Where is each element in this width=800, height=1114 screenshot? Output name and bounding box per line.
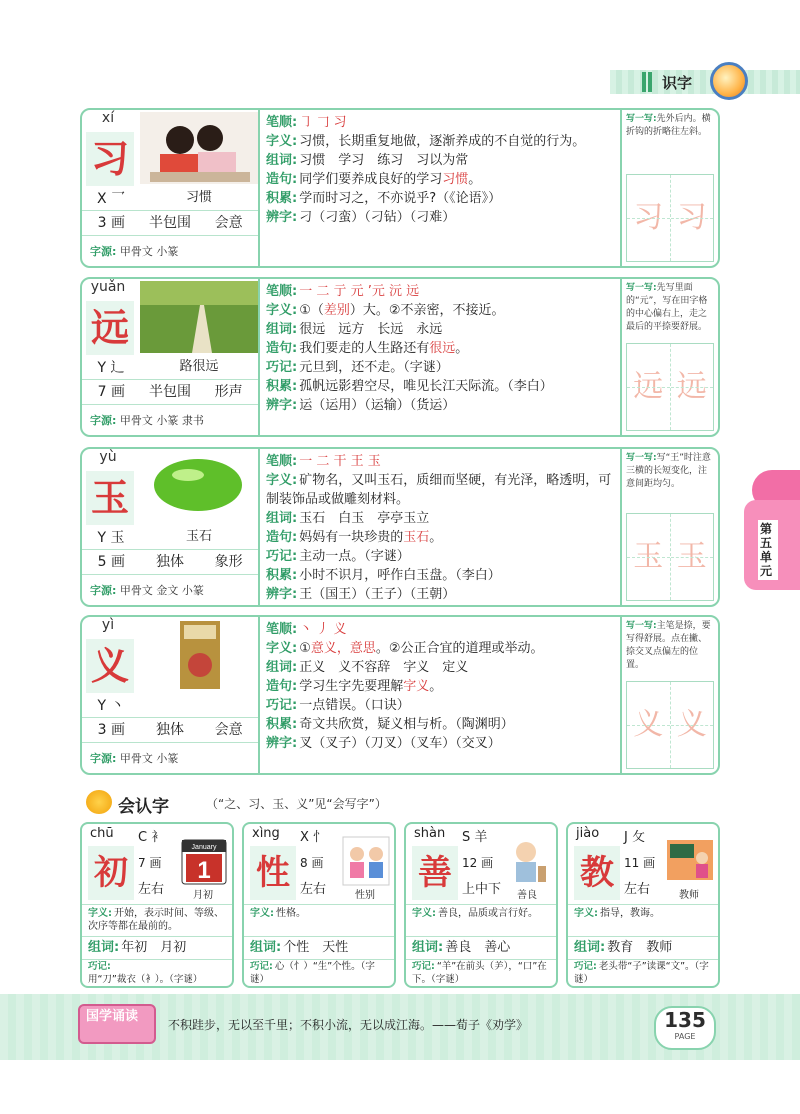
sentence-text: 妈妈有一块珍贵的 <box>299 530 404 545</box>
sentence-text: 同学们要养成良好的学习 <box>299 172 443 187</box>
sentence <box>266 339 618 358</box>
memory-trick <box>406 959 556 987</box>
distinguish <box>266 734 618 753</box>
stroke-count: 11 画 <box>624 856 656 870</box>
char-origin <box>82 407 258 435</box>
recognize-card <box>404 822 558 988</box>
classics-badge <box>78 1004 156 1044</box>
picture-caption: 善良 <box>517 890 537 901</box>
trick-text: 心（忄）“生”个性。（字谜） <box>250 961 375 985</box>
pinyin: shàn <box>414 826 446 841</box>
meaning <box>266 639 618 658</box>
label: 字义: <box>266 473 298 488</box>
char-origin <box>82 238 258 266</box>
unit-tab <box>744 470 800 594</box>
structure: 独体 <box>156 554 184 570</box>
grid-cell: 义 <box>671 682 714 768</box>
grid-cell: 习 <box>627 175 671 261</box>
meaning <box>266 471 618 509</box>
label: 笔顺: <box>266 622 298 637</box>
stroke-order <box>266 620 618 639</box>
memory-trick <box>266 696 618 715</box>
label: 辨字: <box>266 398 298 413</box>
memory-trick <box>266 547 618 566</box>
meaning-text: 善良，品质或言行好。 <box>438 908 538 919</box>
radical-index <box>138 826 164 845</box>
radical-index <box>86 357 136 377</box>
words <box>266 151 618 170</box>
header-bar <box>610 70 800 94</box>
stroke-order-text: ㇆ 𠃌 习 <box>299 115 347 130</box>
label: 辨字: <box>266 210 298 225</box>
char-entry <box>80 108 720 268</box>
recognize-card <box>242 822 396 988</box>
radical: 玉 <box>110 530 125 546</box>
sentence-end: 。 <box>455 341 469 356</box>
stroke-order <box>266 282 618 301</box>
pinyin: yù <box>99 449 117 465</box>
memory-trick <box>266 358 618 377</box>
label: 造句: <box>266 172 298 187</box>
radical-letter: X <box>300 830 309 845</box>
words <box>244 936 394 960</box>
main-char: 性 <box>250 846 296 900</box>
meaning-text: 指导，教诲。 <box>600 908 660 919</box>
practice-grid <box>626 681 714 769</box>
entry-details <box>262 279 622 435</box>
magnifier-mascot-icon <box>710 62 748 100</box>
label: 组词: <box>266 153 298 168</box>
picture-caption: 路很远 <box>179 359 219 374</box>
boy-girl-icon <box>342 836 390 886</box>
practice-grid <box>626 343 714 431</box>
label: 巧记: <box>412 961 435 972</box>
main-char: 初 <box>88 846 134 900</box>
words-text: 玉石 白玉 亭亭玉立 <box>299 511 430 526</box>
structure: 左右 <box>138 882 165 897</box>
label: 写一写: <box>626 283 657 293</box>
meaning <box>568 904 718 936</box>
label: 积累: <box>266 191 298 206</box>
trick-text: 一点错误。（口诀） <box>299 698 410 713</box>
kind-child-icon <box>504 836 552 886</box>
bee-mascot-icon <box>86 790 112 814</box>
entry-info <box>82 110 260 266</box>
label: 巧记: <box>574 961 597 972</box>
photo-jade-stone <box>140 451 258 523</box>
distinguish <box>266 396 618 415</box>
radical-index <box>624 826 645 845</box>
label: 组词: <box>574 940 606 955</box>
radical-index <box>300 826 326 845</box>
writing-practice <box>620 279 718 435</box>
origin-scripts: 甲骨文 金文 小篆 <box>119 584 204 597</box>
origin-label: 字源: <box>90 752 117 765</box>
label: 巧记: <box>266 549 298 564</box>
label: 积累: <box>266 717 298 732</box>
radical: 忄 <box>313 830 327 845</box>
main-char: 玉 <box>86 471 134 525</box>
entry-details <box>262 617 622 773</box>
stroke-order <box>266 452 618 471</box>
words <box>266 320 618 339</box>
meaning <box>244 904 394 936</box>
entry-info <box>82 279 260 435</box>
label: 巧记: <box>250 961 273 972</box>
writing-practice <box>620 617 718 773</box>
entry-info <box>82 449 260 605</box>
origin-scripts: 甲骨文 小篆 <box>119 752 179 765</box>
words-text: 很远 远方 长远 永远 <box>299 322 443 337</box>
practice-grid <box>626 513 714 601</box>
recognize-section-header <box>86 788 586 818</box>
radical-index <box>86 695 136 715</box>
structure: 左右 <box>300 882 327 897</box>
pinyin: chū <box>90 826 114 841</box>
distinguish <box>266 208 618 227</box>
label: 积累: <box>266 568 298 583</box>
sentence-highlight: 很远 <box>429 341 456 356</box>
hint-text: 先写里面的“元”，写在田字格的中心偏右上，走之最后的平捺要舒展。 <box>626 283 708 332</box>
writing-practice <box>620 449 718 605</box>
accum-text: 奇文共欣赏，疑义相与析。（陶渊明） <box>299 717 514 732</box>
sentence-highlight: 习惯 <box>442 172 469 187</box>
sentence-highlight: 字义 <box>403 679 430 694</box>
entry-details <box>262 110 622 266</box>
footer-quote: 不积跬步，无以至千里；不积小流，无以成江海。——荀子《劝学》 <box>168 1018 529 1032</box>
picture-caption: 月初 <box>193 890 213 901</box>
label: 字义: <box>250 908 274 919</box>
sentence <box>266 677 618 696</box>
radical: 羊 <box>474 830 488 845</box>
label: 组词: <box>250 940 282 955</box>
grid-cell: 玉 <box>627 514 671 600</box>
dist-text: 王（国王）（王子）（王朝） <box>299 587 456 602</box>
origin-label: 字源: <box>90 245 117 258</box>
char-stats <box>82 717 258 743</box>
main-char: 习 <box>86 132 134 186</box>
label: 笔顺: <box>266 115 298 130</box>
trick-text: 主动一点。（字谜） <box>299 549 410 564</box>
formation-type: 会意 <box>214 722 243 738</box>
main-char: 远 <box>86 301 134 355</box>
radical: 攵 <box>631 830 645 845</box>
writing-hint <box>622 110 718 170</box>
label: 辨字: <box>266 587 298 602</box>
teacher-classroom-icon <box>666 836 714 886</box>
header-mark <box>648 72 652 92</box>
sentence-end: 。 <box>429 530 443 545</box>
grid-cell: 义 <box>627 682 671 768</box>
char-stats <box>82 210 258 236</box>
calendar-month: January <box>191 844 217 851</box>
meaning <box>82 904 232 936</box>
page-number: 135 <box>664 1008 706 1032</box>
sentence <box>266 528 618 547</box>
stroke-count: 3 画 <box>97 215 126 231</box>
accum-text: 学而时习之，不亦说乎?（《论语》） <box>299 191 502 206</box>
stroke-order-text: 丶 丿 义 <box>299 622 347 637</box>
trick-text: 老头带“子”读课“文”。（字谜） <box>574 961 709 985</box>
hint-text: 写“王”时注意三横的长短变化，注意间距均匀。 <box>626 453 711 489</box>
pinyin: yì <box>101 617 115 633</box>
stroke-count: 8 画 <box>300 856 324 870</box>
words <box>568 936 718 960</box>
meaning-text: ① <box>299 641 311 656</box>
meaning-text: ②公正合宜的道理或举动。 <box>388 641 544 656</box>
accum-text: 孤帆远影碧空尽，唯见长江天际流。（李白） <box>299 379 553 394</box>
sentence-highlight: 玉石 <box>403 530 430 545</box>
practice-grid <box>626 174 714 262</box>
hint-text: 主笔是捺，要写得舒展。点在撇、捺交叉点偏左的位置。 <box>626 621 711 670</box>
radical-letter: Y <box>97 698 107 714</box>
char-entry <box>80 615 720 775</box>
writing-hint <box>622 617 718 677</box>
structure: 独体 <box>156 722 184 738</box>
words <box>82 936 232 960</box>
stroke-order <box>266 113 618 132</box>
label: 字义: <box>266 303 298 318</box>
char-entry <box>80 277 720 437</box>
label: 笔顺: <box>266 454 298 469</box>
origin-scripts: 甲骨文 小篆 隶书 <box>119 414 204 427</box>
radical-letter: Y <box>97 360 107 376</box>
page-label: PAGE <box>674 1032 696 1041</box>
sentence <box>266 170 618 189</box>
words <box>266 509 618 528</box>
origin-label: 字源: <box>90 584 117 597</box>
meaning-text: 矿物名，又叫玉石，质细而坚硬，有光泽，略透明，可制装饰品或做雕刻材料。 <box>266 473 612 507</box>
label: 造句: <box>266 530 298 545</box>
structure: 左右 <box>624 882 651 897</box>
memory-trick <box>568 959 718 987</box>
label: 巧记: <box>266 698 298 713</box>
formation-type: 会意 <box>214 215 243 231</box>
label: 造句: <box>266 679 298 694</box>
char-origin <box>82 745 258 773</box>
radical: 衤 <box>151 830 165 845</box>
char-entry <box>80 447 720 607</box>
words-text: 善良 善心 <box>445 940 511 955</box>
section-title: 会认字 <box>118 797 169 817</box>
page-number-badge <box>654 1006 716 1050</box>
label: 组词: <box>266 660 298 675</box>
label: 组词: <box>266 511 298 526</box>
meaning-text: ②不亲密，不接近。 <box>388 303 505 318</box>
stroke-count: 5 画 <box>97 554 126 570</box>
label: 巧记: <box>266 360 298 375</box>
writing-hint <box>622 449 718 509</box>
label: 写一写: <box>626 114 657 124</box>
words-text: 个性 天性 <box>283 940 349 955</box>
label: 巧记: <box>88 961 111 972</box>
book-cover-image <box>140 619 258 691</box>
recognize-card <box>80 822 234 988</box>
meaning <box>266 132 618 151</box>
trick-text: 用“刀”裁衣（衤）。（字谜） <box>88 974 203 985</box>
meaning <box>266 301 618 320</box>
picture-caption: 习惯 <box>185 190 212 205</box>
label: 字义: <box>266 641 298 656</box>
meaning-text: ①（ <box>299 303 324 318</box>
char-stats <box>82 379 258 405</box>
grid-cell: 玉 <box>671 514 714 600</box>
structure: 上中下 <box>462 882 502 897</box>
trick-text: “羊”在前头（⺶），“口”在下。（字谜） <box>412 961 547 985</box>
meaning <box>406 904 556 936</box>
accumulation <box>266 566 618 585</box>
words <box>406 936 556 960</box>
label: 字义: <box>88 908 112 919</box>
pinyin: jiào <box>576 826 600 841</box>
grid-cell: 远 <box>671 344 714 430</box>
origin-label: 字源: <box>90 414 117 427</box>
pinyin: xìng <box>252 826 280 841</box>
dist-text: 运（运用）（运输）（货运） <box>299 398 456 413</box>
memory-trick <box>244 959 394 987</box>
label: 辨字: <box>266 736 298 751</box>
radical-letter: Y <box>97 530 107 546</box>
entry-details <box>262 449 622 605</box>
meaning-text: 开始，表示时间、等级、次序等都在最前的。 <box>88 908 224 932</box>
unit-label: 第五单元 <box>758 520 778 580</box>
meaning-highlight: 意义，意思 <box>310 641 376 656</box>
meaning-highlight: 差别 <box>323 303 350 318</box>
radical-index <box>462 826 487 845</box>
label: 字义: <box>266 134 298 149</box>
radical-letter: C <box>138 830 148 845</box>
radical-index <box>86 188 136 208</box>
stroke-count: 12 画 <box>462 856 494 870</box>
sentence-text: 我们要走的人生路还有 <box>299 341 430 356</box>
radical: 丶 <box>110 698 125 714</box>
label: 写一写: <box>626 453 657 463</box>
stroke-order-text: 一 二 亍 元 ’元 沅 远 <box>299 284 420 299</box>
main-char: 义 <box>86 639 134 693</box>
writing-hint <box>622 279 718 339</box>
formation-type: 象形 <box>214 554 243 570</box>
picture-caption: 教师 <box>679 890 699 901</box>
stroke-count: 7 画 <box>138 856 162 870</box>
stroke-count: 7 画 <box>97 384 126 400</box>
char-stats <box>82 549 258 575</box>
radical-letter: J <box>624 830 628 845</box>
accumulation <box>266 189 618 208</box>
picture-caption: 性别 <box>355 890 375 901</box>
label: 组词: <box>88 940 120 955</box>
photo-kids-writing <box>140 112 258 184</box>
grid-cell: 习 <box>671 175 714 261</box>
pinyin: xí <box>101 110 115 126</box>
meaning-text: 习惯，长期重复地做，逐渐养成的不自觉的行为。 <box>299 134 586 149</box>
trick-text: 元旦到，还不走。（字谜） <box>299 360 449 375</box>
header-title: 识字 <box>662 74 693 92</box>
pinyin: yuǎn <box>90 279 126 295</box>
words-text: 年初 月初 <box>121 940 187 955</box>
memory-trick <box>82 959 232 987</box>
label: 写一写: <box>626 621 657 631</box>
label: 字义: <box>412 908 436 919</box>
page-header <box>610 62 800 96</box>
radical-letter: S <box>462 830 471 845</box>
stroke-order-text: 一 二 干 王 玉 <box>299 454 381 469</box>
stroke-count: 3 画 <box>97 722 126 738</box>
formation-type: 形声 <box>214 384 243 400</box>
radical: 辶 <box>110 360 125 376</box>
main-char: 教 <box>574 846 620 900</box>
calendar-day: 1 <box>197 857 211 884</box>
accumulation <box>266 715 618 734</box>
structure: 半包围 <box>149 215 191 231</box>
structure: 半包围 <box>149 384 191 400</box>
main-char: 善 <box>412 846 458 900</box>
sentence-end: 。 <box>468 172 482 187</box>
header-mark <box>642 72 646 92</box>
entry-info <box>82 617 260 773</box>
picture-caption: 玉石 <box>185 529 212 544</box>
hint-text: 先外后内。横折钩的折略往左斜。 <box>626 114 711 137</box>
meaning-text: ）大。 <box>349 303 389 318</box>
char-origin <box>82 577 258 605</box>
accumulation <box>266 377 618 396</box>
label: 组词: <box>266 322 298 337</box>
words-text: 教育 教师 <box>607 940 673 955</box>
label: 笔顺: <box>266 284 298 299</box>
badge-text: 国学诵读 <box>86 1009 139 1024</box>
meaning-text: 。 <box>375 641 389 656</box>
dist-text: 刁（刁蛮）（刁钻）（刁难） <box>299 210 456 225</box>
sentence-text: 学习生字先要理解 <box>299 679 404 694</box>
origin-scripts: 甲骨文 小篆 <box>119 245 179 258</box>
page-footer <box>0 994 800 1060</box>
sentence-end: 。 <box>429 679 443 694</box>
radical: 乛 <box>111 191 126 207</box>
meaning-text: 性格。 <box>276 908 306 919</box>
words-text: 正义 义不容辞 字义 定义 <box>299 660 469 675</box>
label: 造句: <box>266 341 298 356</box>
accum-text: 小时不识月，呼作白玉盘。（李白） <box>299 568 501 583</box>
radical-index <box>86 527 136 547</box>
label: 字义: <box>574 908 598 919</box>
distinguish <box>266 585 618 604</box>
recognize-card <box>566 822 720 988</box>
radical-letter: X <box>96 191 107 207</box>
label: 组词: <box>412 940 444 955</box>
photo-long-road <box>140 281 258 353</box>
label: 积累: <box>266 379 298 394</box>
words <box>266 658 618 677</box>
dist-text: 叉（叉子）（刀叉）（叉车）（交叉） <box>299 736 501 751</box>
writing-practice <box>620 110 718 266</box>
grid-cell: 远 <box>627 344 671 430</box>
section-note: （“之、习、玉、义”见“会写字”） <box>206 797 387 811</box>
words-text: 习惯 学习 练习 习以为常 <box>299 153 469 168</box>
calendar-icon <box>180 836 228 886</box>
